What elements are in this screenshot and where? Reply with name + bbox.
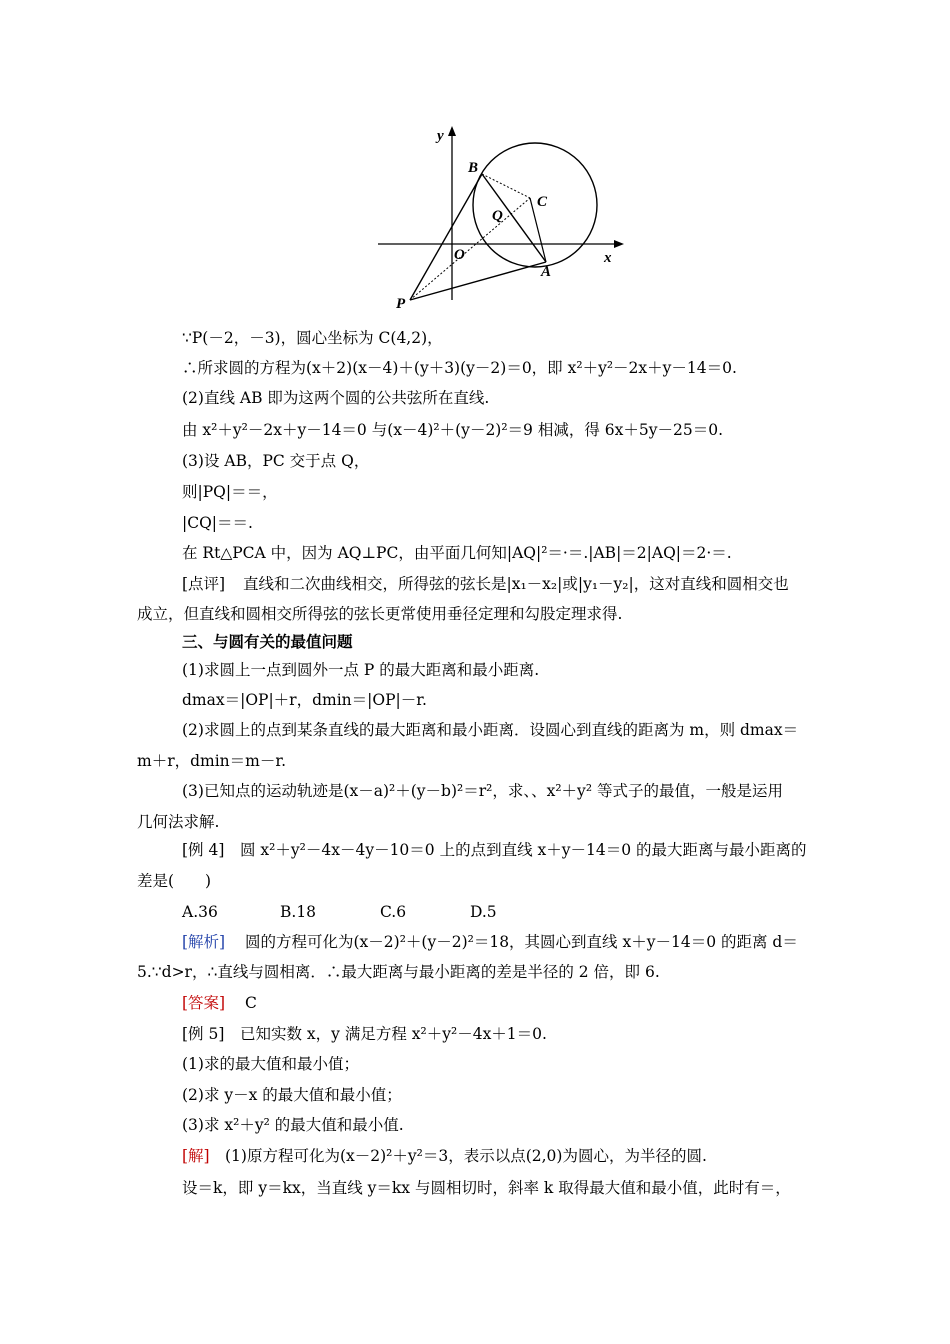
line-13: dmax＝|OP|＋r，dmin＝|OP|－r.: [182, 691, 427, 709]
line-10: 成立，但直线和圆相交所得弦的弦长更常使用垂径定理和勾股定理求得.: [137, 605, 623, 623]
analysis-label: [解析]: [182, 933, 226, 951]
option-a: A.36: [182, 903, 218, 921]
line-27: (3)求 x²＋y² 的最大值和最小值.: [182, 1116, 404, 1134]
label-q: Q: [492, 208, 503, 224]
label-c: C: [537, 194, 548, 210]
line-23: C: [245, 994, 257, 1012]
line-12: (1)求圆上一点到圆外一点 P 的最大距离和最小距离.: [182, 661, 540, 679]
line-17: 几何法求解.: [137, 813, 220, 831]
dotted-pc: [410, 198, 530, 300]
solution-label: [解]: [182, 1147, 210, 1165]
tangent-pb: [410, 174, 482, 300]
y-axis-arrow: [448, 126, 456, 136]
line-8: 在 Rt△PCA 中，因为 AQ⊥PC，由平面几何知|AQ|²＝·＝.|AB|＝2|AQ|＝2·＝.: [182, 544, 732, 562]
line-28: (1)原方程可化为(x－2)²＋y²＝3，表示以点(2,0)为圆心，为半径的圆.: [225, 1147, 707, 1165]
line-29: 设＝k，即 y＝kx，当直线 y＝kx 与圆相切时，斜率 k 取得最大值和最小值，此时有＝，: [182, 1179, 791, 1197]
label-a: A: [541, 264, 552, 280]
geometry-figure: [0, 0, 950, 330]
section-heading: 三、与圆有关的最值问题: [182, 633, 353, 651]
label-b: B: [468, 160, 479, 176]
line-16: (3)已知点的运动轨迹是(x－a)²＋(y－b)²＝r²，求、、x²＋y² 等式子的最值，一般是运用: [182, 782, 783, 800]
label-x: x: [604, 250, 612, 266]
line-6: 则|PQ|＝＝，: [182, 483, 278, 501]
line-15: m＋r，dmin＝m－r.: [137, 752, 286, 770]
circle-c: [473, 143, 597, 267]
line-26: (2)求 y－x 的最大值和最小值；: [182, 1086, 402, 1104]
label-o: O: [454, 247, 465, 263]
line-22: 5.∵d>r，∴直线与圆相离．∴最大距离与最小距离的差是半径的 2 倍，即 6.: [137, 963, 660, 981]
line-9: 直线和二次曲线相交，所得弦的弦长是|x₁－x₂|或|y₁－y₂|，这对直线和圆相交也: [243, 575, 789, 593]
label-y: y: [437, 128, 444, 144]
example-4-label: [例 4]: [182, 841, 225, 859]
tangent-pa: [410, 262, 546, 300]
line-25: (1)求的最大值和最小值；: [182, 1055, 359, 1073]
line-24: 已知实数 x，y 满足方程 x²＋y²－4x＋1＝0.: [240, 1025, 547, 1043]
line-14: (2)求圆上的点到某条直线的最大距离和最小距离．设圆心到直线的距离为 m，则 dmax＝: [182, 721, 799, 739]
line-5: (3)设 AB，PC 交于点 Q，: [182, 452, 370, 470]
line-2: ∴所求圆的方程为(x＋2)(x－4)＋(y＋3)(y－2)＝0，即 x²＋y²－2x＋y－14＝0.: [182, 359, 737, 377]
line-7: |CQ|＝＝.: [182, 514, 253, 532]
review-label: [点评]: [182, 575, 226, 593]
line-4: 由 x²＋y²－2x＋y－14＝0 与(x－4)²＋(y－2)²＝9 相减，得 6x＋5y－25＝0.: [182, 421, 724, 439]
line-19: 差是( ): [137, 872, 212, 890]
line-21: 圆的方程可化为(x－2)²＋(y－2)²＝18，其圆心到直线 x＋y－14＝0 的距离 d＝: [245, 933, 798, 951]
option-d: D.5: [470, 903, 497, 921]
option-b: B.18: [280, 903, 317, 921]
line-1: ∵P(－2，－3)，圆心坐标为 C(4,2)，: [182, 329, 443, 347]
answer-label: [答案]: [182, 994, 226, 1012]
line-18: 圆 x²＋y²－4x－4y－10＝0 上的点到直线 x＋y－14＝0 的最大距离与最小距离的: [240, 841, 807, 859]
line-3: (2)直线 AB 即为这两个圆的公共弦所在直线.: [182, 389, 490, 407]
example-5-label: [例 5]: [182, 1025, 225, 1043]
x-axis-arrow: [614, 240, 624, 248]
label-p: P: [396, 296, 406, 312]
option-c: C.6: [380, 903, 407, 921]
dotted-bc: [482, 174, 530, 198]
